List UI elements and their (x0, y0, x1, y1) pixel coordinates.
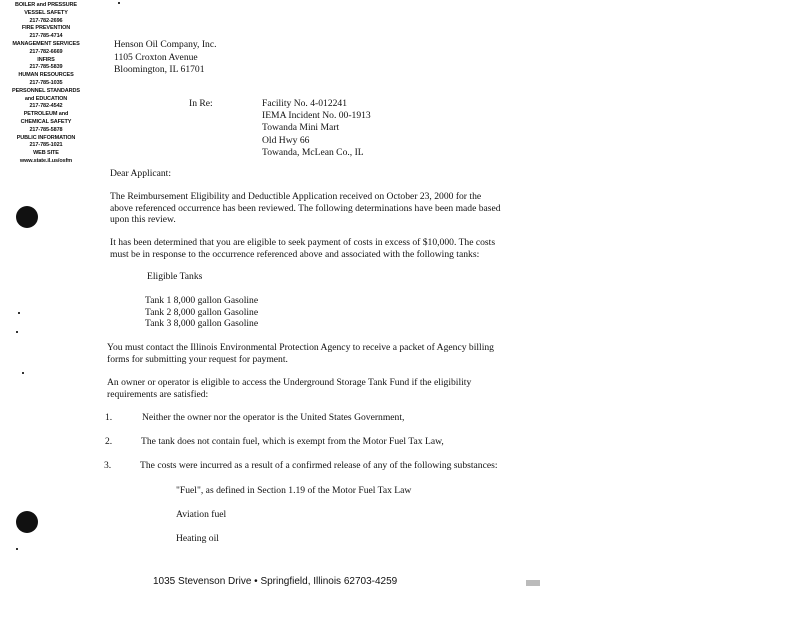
city-state-zip: Bloomington, IL 61701 (114, 64, 205, 75)
punch-hole-top (16, 206, 38, 228)
sidebar-line: 217-785-5878 (29, 126, 63, 133)
sidebar-line: 217-785-1021 (29, 142, 63, 149)
sidebar-line: 217-782-2696 (29, 17, 63, 24)
sidebar-line: PUBLIC INFORMATION (16, 134, 76, 141)
tank-item: Tank 1 8,000 gallon Gasoline (145, 295, 259, 306)
substance-item: Aviation fuel (176, 509, 227, 520)
text-line: forms for submitting your request for payment. (107, 353, 288, 365)
paragraph-billing (107, 342, 494, 365)
text-line: You must contact the Illinois Environmental Protection Agency to receive a packet of Agency billing (107, 342, 494, 353)
text-line: An owner or operator is eligible to access the Underground Storage Tank Fund if the eligibility (107, 377, 472, 388)
facility-number: Facility No. 4-012241 (262, 98, 348, 109)
substance-item: Heating oil (176, 533, 219, 544)
company-name: Henson Oil Company, Inc. (114, 39, 217, 50)
scan-speck (22, 372, 24, 374)
eligible-tanks-list (145, 295, 258, 330)
scan-speck (16, 548, 18, 550)
text-line: requirements are satisfied: (107, 388, 209, 400)
facility-location: Towanda, McLean Co., IL (262, 146, 364, 158)
sidebar-line: FIRE PREVENTION (21, 25, 71, 32)
sidebar-directory (0, 2, 92, 166)
scan-speck (18, 312, 20, 314)
text-line: must be in response to the occurrence referenced above and associated with the following tanks: (110, 248, 480, 260)
paragraph-review (110, 191, 501, 226)
incident-number: IEMA Incident No. 00-1913 (262, 110, 371, 122)
condition-number: 3. (104, 460, 112, 471)
sidebar-line: VESSEL SAFETY (24, 9, 68, 16)
sidebar-line: MANAGEMENT SERVICES (12, 40, 80, 47)
text-line: The Reimbursement Eligibility and Deductible Application received on October 23, 2000 for the (110, 191, 482, 202)
page-mark (526, 580, 540, 586)
paragraph-eligibility (110, 237, 495, 260)
sidebar-line: HUMAN RESOURCES (18, 72, 74, 79)
footer-address: 1035 Stevenson Drive • Springfield, Illinois 62703-4259 (153, 576, 398, 587)
eligible-tanks-heading: Eligible Tanks (147, 271, 203, 282)
street-address: 1105 Croxton Avenue (114, 51, 198, 63)
salutation: Dear Applicant: (110, 168, 172, 179)
sidebar-line: 217-785-4714 (29, 33, 63, 40)
sidebar-line: 217-782-4542 (29, 103, 63, 110)
inside-address (114, 39, 217, 77)
in-re-details (262, 98, 371, 159)
substance-item: "Fuel", as defined in Section 1.19 of the Motor Fuel Tax Law (176, 485, 412, 496)
scan-speck (118, 2, 120, 4)
facility-name: Towanda Mini Mart (262, 122, 340, 134)
condition-text: The tank does not contain fuel, which is exempt from the Motor Fuel Tax Law, (141, 436, 444, 447)
sidebar-line: and EDUCATION (24, 95, 68, 102)
scan-speck (16, 331, 18, 333)
condition-number: 1. (105, 412, 113, 423)
facility-street: Old Hwy 66 (262, 134, 310, 146)
text-line: upon this review. (110, 214, 176, 225)
sidebar-line: 217-782-6669 (29, 48, 63, 55)
sidebar-line: CHEMICAL SAFETY (20, 118, 72, 125)
in-re-label: In Re: (189, 98, 213, 109)
condition-text: Neither the owner nor the operator is the United States Government, (142, 412, 405, 423)
sidebar-line: BOILER and PRESSURE (15, 2, 77, 8)
sidebar-line: 217-785-1035 (29, 79, 63, 86)
sidebar-line: INFIRS (37, 56, 55, 63)
text-line: It has been determined that you are eligible to seek payment of costs in excess of $10,000. The costs (110, 237, 496, 248)
punch-hole-bottom (16, 511, 38, 533)
text-line: above referenced occurrence has been reviewed. The following determinations have been made based (110, 202, 501, 214)
sidebar-line: 217-785-5839 (29, 64, 63, 71)
sidebar-line: WEB SITE (33, 150, 59, 157)
sidebar-line: PERSONNEL STANDARDS (12, 87, 80, 94)
tank-item: Tank 3 8,000 gallon Gasoline (145, 318, 259, 329)
tank-item: Tank 2 8,000 gallon Gasoline (145, 306, 259, 318)
paragraph-requirements (107, 377, 471, 400)
sidebar-line: PETROLEUM and (23, 111, 69, 118)
condition-number: 2. (105, 436, 113, 447)
sidebar-line: www.state.il.us/osfm (19, 157, 73, 164)
condition-text: The costs were incurred as a result of a confirmed release of any of the following substances: (140, 460, 498, 471)
